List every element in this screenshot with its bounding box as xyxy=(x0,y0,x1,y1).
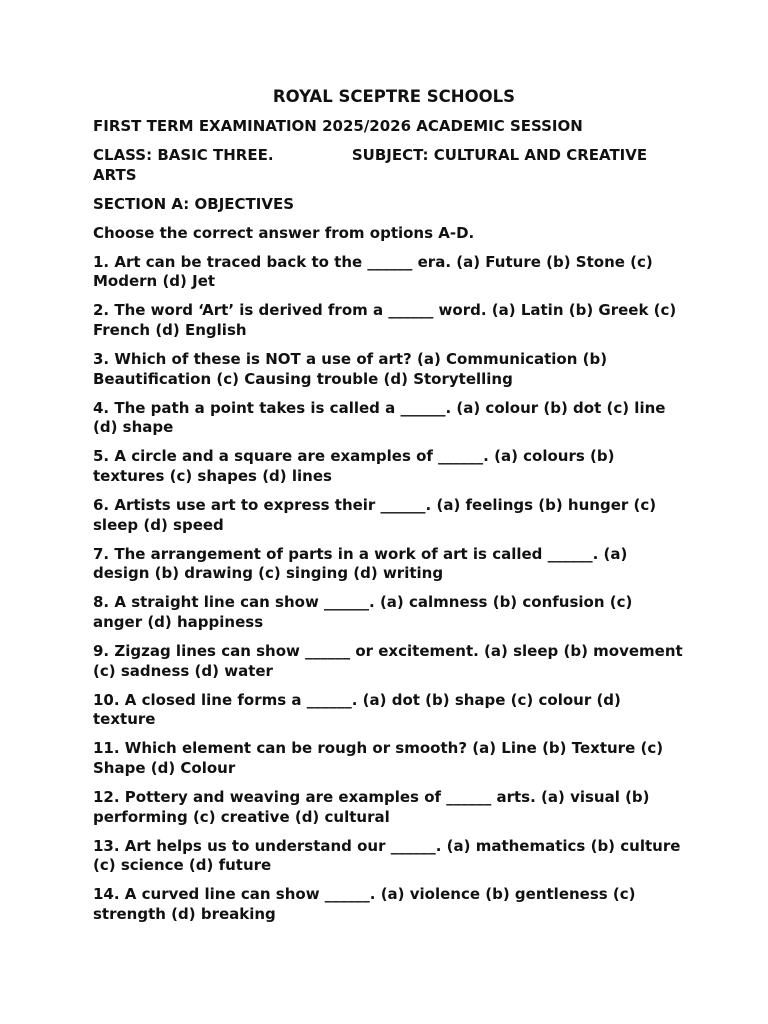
question-item: 5. A circle and a square are examples of ______. (a) colours (b) textures (c) shapes (d) lines xyxy=(93,447,615,485)
section-instruction: Choose the correct answer from options A-D. xyxy=(93,223,475,242)
question-item: 1. Art can be traced back to the ______ era. (a) Future (b) Stone (c) Modern (d) Jet xyxy=(93,252,653,291)
class-subject-line xyxy=(93,146,683,185)
question-item: 14. A curved line can show ______. (a) violence (b) gentleness (c) strength (d) breaking xyxy=(93,885,636,924)
question-item: 6. Artists use art to express their ______. (a) feelings (b) hunger (c) sleep (d) speed xyxy=(93,495,657,534)
question-list xyxy=(93,253,683,925)
class-label: CLASS: BASIC THREE. xyxy=(93,145,274,164)
question-item: 3. Which of these is NOT a use of art? (a) Communication (b) Beautification (c) Causing trouble (d) Storytelling xyxy=(93,349,608,388)
question-item: 11. Which element can be rough or smooth? (a) Line (b) Texture (c) Shape (d) Colour xyxy=(93,739,664,777)
exam-title: FIRST TERM EXAMINATION 2025/2026 ACADEMIC SESSION xyxy=(93,117,583,135)
question-item: 4. The path a point takes is called a ______. (a) colour (b) dot (c) line (d) shape xyxy=(93,398,666,437)
section-title: SECTION A: OBJECTIVES xyxy=(93,194,294,213)
question-item: 2. The word ‘Art’ is derived from a ______ word. (a) Latin (b) Greek (c) French (d) English xyxy=(93,301,677,339)
question-item: 9. Zigzag lines can show ______ or excitement. (a) sleep (b) movement (c) sadness (d) water xyxy=(93,642,683,680)
exam-document xyxy=(93,86,683,934)
subject-label: SUBJECT: CULTURAL AND CREATIVE ARTS xyxy=(93,145,653,184)
class-subject-gap xyxy=(274,146,352,164)
question-item: 10. A closed line forms a ______. (a) dot (b) shape (c) colour (d) texture xyxy=(93,690,621,729)
question-item: 8. A straight line can show ______. (a) calmness (b) confusion (c) anger (d) happiness xyxy=(93,593,633,631)
question-item: 7. The arrangement of parts in a work of art is called ______. (a) design (b) drawing (c) singing (d) writing xyxy=(93,544,628,583)
question-item: 12. Pottery and weaving are examples of ______ arts. (a) visual (b) performing (c) creative (d) cultural xyxy=(93,788,650,826)
question-item: 13. Art helps us to understand our ______. (a) mathematics (b) culture (c) science (d) future xyxy=(93,836,681,875)
school-name: ROYAL SCEPTRE SCHOOLS xyxy=(272,87,516,106)
